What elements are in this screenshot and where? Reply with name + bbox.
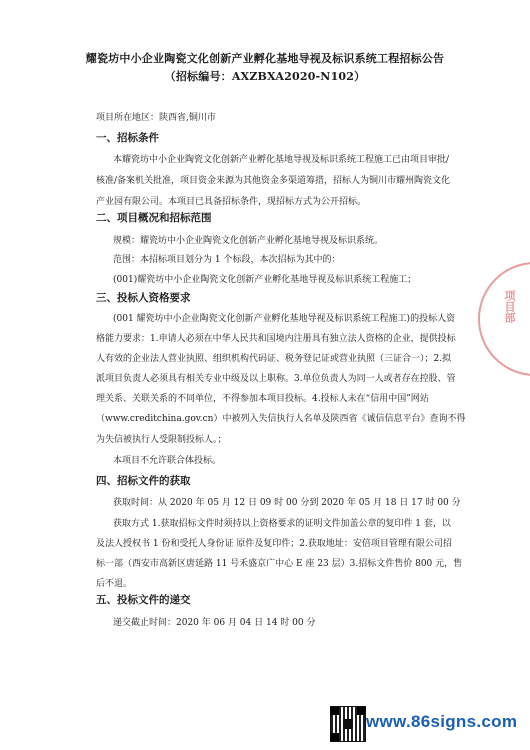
s1-line-1: 本耀瓷坊中小企业陶瓷文化创新产业孵化基地导视及标识系统工程施工已由项目审批/ bbox=[113, 155, 450, 165]
project-location: 项目所在地区：陕西省,铜川市 bbox=[96, 113, 216, 123]
s1-line-2: 核准/备案机关批准，项目资金来源为其他资金多渠道筹措，招标人为铜川市耀州陶瓷文化 bbox=[96, 176, 451, 186]
site-watermark: www.86signs.com bbox=[366, 712, 518, 731]
section-2-heading: 二、项目概况和招标范围 bbox=[96, 212, 212, 224]
s3-line-3: 人有效的企业法人营业执照、组织机构代码证、税务登记证或营业执照（三证合一）；2.拟 bbox=[96, 354, 452, 364]
s2-line-3: (001)耀瓷坊中小企业陶瓷文化创新产业孵化基地导视及标识系统工程施工； bbox=[113, 275, 417, 285]
doc-subtitle: （招标编号：AXZBXA2020-N102） bbox=[164, 70, 366, 83]
s4-line-1: 获取时间：从 2020 年 05 月 12 日 09 时 00 分到 2020 年 05 月 18 日 17 时 00 分 bbox=[113, 498, 461, 508]
s3-line-7: 为失信被执行人受限制投标人。； bbox=[96, 435, 227, 445]
s3-line-8: 本项目不允许联合体投标。 bbox=[113, 456, 222, 466]
s4-line-4: 标一部（西安市高新区唐延路 11 号禾盛京广中心 E 座 23 层）3.招标文件售价 800 元，售 bbox=[96, 559, 463, 569]
s4-line-2: 获取方式 1.获取招标文件时须持以上资格要求的证明文件加盖公章的复印件 1 套，以 bbox=[113, 519, 451, 529]
s3-line-5: 理关系、关联关系的不同单位，不得参加本项目投标。4.投标人未在“信用中国”网站 bbox=[96, 394, 429, 404]
s3-line-4: 派项目负责人必须具有相关专业中级及以上职称。3.单位负责人为同一人或者存在控股、管 bbox=[96, 374, 456, 384]
s1-line-3: 产业园有限公司。本项目已具备招标条件，现招标方式为公开招标。 bbox=[96, 197, 367, 207]
qr-code-icon bbox=[330, 706, 366, 742]
seal-text: 项目部 bbox=[503, 290, 516, 323]
section-5-heading: 五、投标文件的递交 bbox=[96, 594, 191, 606]
s3-line-6: （www.creditchina.gov.cn）中被列入失信执行人名单及陕西省《诚信信息平台》查询不得 bbox=[96, 414, 466, 424]
s3-line-2: 格能力要求：1.申请人必须在中华人民共和国境内注册具有独立法人资格的企业，提供投标 bbox=[96, 334, 456, 344]
section-3-heading: 三、投标人资格要求 bbox=[96, 292, 191, 304]
s2-line-1: 规模：耀瓷坊中小企业陶瓷文化创新产业孵化基地导视及标识系统。 bbox=[113, 236, 384, 246]
s4-line-3: 及法人授权书 1 份和受托人身份证 原件及复印件；2.获取地址：安倍项目管理有限公司招 bbox=[96, 539, 452, 549]
s3-line-1: (001 耀瓷坊中小企业陶瓷文化创新产业孵化基地导视及标识系统工程施工)的投标人资 bbox=[113, 314, 456, 324]
section-1-heading: 一、招标条件 bbox=[96, 132, 159, 144]
doc-title: 耀瓷坊中小企业陶瓷文化创新产业孵化基地导视及标识系统工程招标公告 bbox=[85, 52, 445, 65]
s2-line-2: 范围：本招标项目划分为 1 个标段，本次招标为其中的： bbox=[113, 255, 341, 265]
s4-line-5: 后不退。 bbox=[96, 579, 133, 589]
s5-line-1: 递交截止时间：2020 年 06 月 04 日 14 时 00 分 bbox=[113, 618, 316, 628]
section-4-heading: 四、招标文件的获取 bbox=[96, 475, 191, 487]
